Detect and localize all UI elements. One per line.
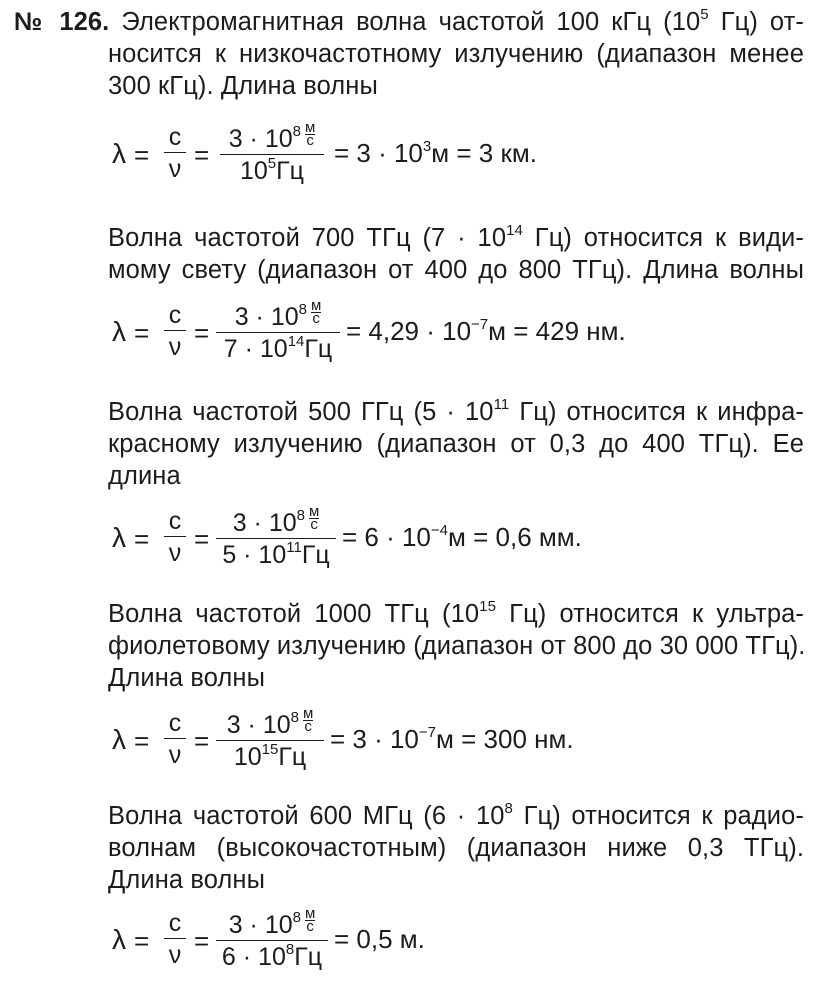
paragraph-3: Волна частотой 500 ГГц ($5 \cdot 10^{11}$ Гц) относится к инфра- красному излучению (диапазон от 0,3 до 400 ТГц). Ее длина — [108, 396, 804, 490]
fraction-3: $3 \cdot 10^8 \frac{м}{с}$ $5 \cdot 10^{11}Гц$ — [216, 506, 336, 571]
paragraph-4: Волна частотой 1000 ТГц ($10^{15}$ Гц) относится к ультра- фиолетовому излучению (диапазон от 800 до 30 000 ТГц). Длина волны — [108, 598, 806, 692]
formula-3-result: = $6 \cdot 10^{-4}м = 0,6$ мм. — [342, 522, 582, 552]
fraction-2: $3 \cdot 10^8 \frac{м}{с}$ $7 \cdot 10^{14}Гц$ — [216, 300, 340, 365]
fraction-4: $3 \cdot 10^8 \frac{м}{с}$ $10^{15}Гц$ — [216, 708, 324, 773]
paragraph-2: Волна частотой 700 ТГц ($7 \cdot 10^{14}$ Гц) относится к види- мому свету (диапазон от 400 до 800 ТГц). Длина волны — [108, 222, 804, 284]
fraction-5: $3 \cdot 10^8 \frac{м}{с}$ $6 \cdot 10^8Гц$ — [216, 908, 328, 973]
paragraph-1-line-3: 300 кГц). Длина волны — [108, 72, 378, 100]
paragraph-1-line-2: носится к низкочастотному излучению (диапазон менее — [108, 40, 804, 68]
formula-3: λ = c ν = $3 \cdot 10^8 \frac{м}{с}$ $5 \cdot 10^{11}Гц$ = $6 \cdot 10^{-4}м = 0,6$ мм. — [112, 503, 582, 569]
paragraph-1-line-1: № 126. Электромагнитная волна частотой 100 кГц ($10^5$ Гц) от- — [14, 6, 805, 36]
paragraph-1 — [14, 6, 804, 102]
c-over-nu: c ν — [164, 122, 186, 185]
fraction-1: $3 \cdot 10^8 \frac{м}{с}$ $10^5Гц$ — [220, 122, 324, 187]
formula-4: λ = c ν = $3 \cdot 10^8 \frac{м}{с}$ $10^{15}Гц$ = $3 \cdot 10^{-7}м = 300$ нм. — [112, 705, 574, 771]
formula-5: λ = c ν = $3 \cdot 10^8 \frac{м}{с}$ $6 \cdot 10^8Гц$ = 0,5 м. — [112, 905, 425, 971]
formula-5-result: = 0,5 м. — [334, 924, 425, 954]
formula-1-result: = $3 \cdot 10^3м = 3$ км. — [334, 138, 537, 168]
formula-4-result: = $3 \cdot 10^{-7}м = 300$ нм. — [330, 724, 574, 754]
formula-2: λ = c ν = $3 \cdot 10^8 \frac{м}{с}$ $7 \cdot 10^{14}Гц$ = $4,29 \cdot 10^{-7}м = 429$ нм. — [112, 297, 626, 363]
paragraph-5: Волна частотой 600 МГц ($6 \cdot 10^8$ Гц) относится к радио- волнам (высокочастотным) (диапазон ниже 0,3 ТГц). Длина волны — [108, 800, 804, 894]
problem-number: № 126. — [14, 8, 110, 36]
formula-2-result: = $4,29 \cdot 10^{-7}м = 429$ нм. — [346, 316, 626, 346]
formula-1: λ = c ν = $3 \cdot 10^8 \frac{м}{с}$ $10^5Гц$ = $3 \cdot 10^3м = 3$ км. — [112, 119, 537, 185]
